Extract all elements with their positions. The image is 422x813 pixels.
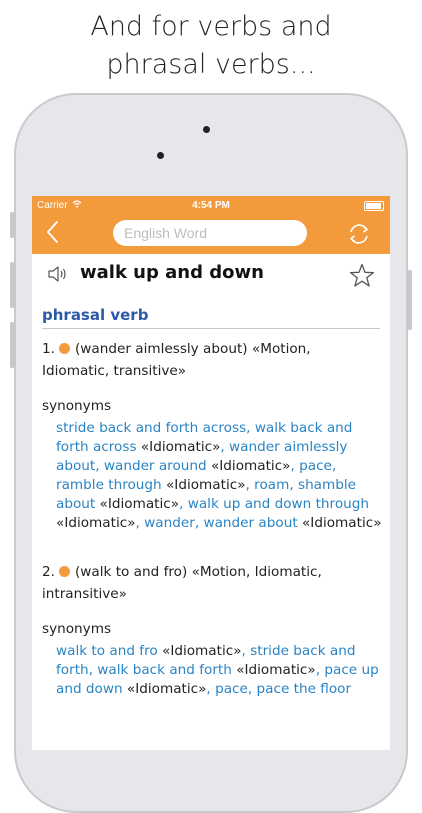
synonym-link[interactable]: , stride back and forth <box>56 643 356 678</box>
phone-camera <box>157 152 164 159</box>
usage-tag: «Idiomatic» <box>161 477 246 493</box>
synonym-link[interactable]: , roam <box>245 477 290 493</box>
usage-tag: «Idiomatic» <box>157 643 242 659</box>
phone-power-button <box>407 270 412 330</box>
usage-tag: «Idiomatic» <box>95 496 180 512</box>
headline-line-1: And for verbs and <box>90 11 332 42</box>
headline <box>0 8 422 84</box>
sense-number: 1. <box>42 341 55 357</box>
usage-tag: «Idiomatic» <box>297 515 382 531</box>
synonym-link[interactable]: , pace the floor <box>247 681 352 697</box>
sense-2-synonyms <box>56 642 386 699</box>
speaker-icon <box>46 264 68 284</box>
sense-marker-dot <box>59 566 70 577</box>
sense-number: 2. <box>42 564 55 580</box>
status-bar <box>32 198 390 214</box>
synonym-link[interactable]: , walk up and down through <box>179 496 370 512</box>
phone-speaker <box>203 126 210 133</box>
usage-tag: «Idiomatic» <box>56 515 136 531</box>
sense-1-definition <box>42 338 380 382</box>
synonym-link[interactable]: , ramble through <box>56 458 337 493</box>
sense-1-synonyms <box>56 419 386 533</box>
sense-definition: (walk to and fro) «Motion, Idiomatic, intransitive» <box>42 564 322 602</box>
entry-word: walk up and down <box>80 262 264 283</box>
sense-marker-dot <box>59 343 70 354</box>
synonym-link[interactable]: , wander about <box>194 515 298 531</box>
synonym-link[interactable]: , pace up and down <box>56 662 379 697</box>
usage-tag: «Idiomatic» <box>122 681 207 697</box>
refresh-icon <box>346 221 372 247</box>
synonym-link[interactable]: walk back and forth across <box>56 420 353 455</box>
app-screen <box>32 196 390 750</box>
synonym-link[interactable]: walk to and fro <box>56 643 158 659</box>
phone-volume-up <box>10 262 15 308</box>
sense-definition: (wander aimlessly about) «Motion, Idiomatic, transitive» <box>42 341 311 379</box>
synonym-link[interactable]: , shamble about <box>56 477 357 512</box>
synonyms-label: synonyms <box>42 621 112 637</box>
carrier-name: Carrier <box>37 200 68 211</box>
phone-mute-switch <box>10 212 15 238</box>
synonym-link[interactable]: , <box>246 420 255 436</box>
synonym-link[interactable]: , pace <box>206 681 248 697</box>
part-of-speech-heading: phrasal verb <box>42 306 380 329</box>
sense-2-definition <box>42 561 380 605</box>
synonym-link[interactable]: stride back and forth across <box>56 420 247 436</box>
headline-line-2: phrasal verbs... <box>106 49 316 80</box>
status-time: 4:54 PM <box>192 200 230 211</box>
synonym-link[interactable]: , pace <box>290 458 332 474</box>
favorite-button[interactable] <box>349 263 375 287</box>
synonym-link[interactable]: , walk back and forth <box>88 662 232 678</box>
battery-icon <box>364 201 384 211</box>
synonym-link[interactable]: , wander aimlessly about <box>56 439 348 474</box>
nav-bar <box>32 196 390 254</box>
synonym-link[interactable]: , wander <box>135 515 195 531</box>
back-button[interactable] <box>44 220 64 244</box>
synonyms-label: synonyms <box>42 398 112 414</box>
usage-tag: «Idiomatic» <box>231 662 316 678</box>
usage-tag: «Idiomatic» <box>206 458 291 474</box>
phone-volume-down <box>10 322 15 368</box>
refresh-button[interactable] <box>346 221 372 247</box>
pronounce-button[interactable] <box>46 264 68 284</box>
synonym-link[interactable]: , wander around <box>95 458 207 474</box>
star-icon <box>349 263 375 287</box>
search-input[interactable] <box>113 220 307 246</box>
usage-tag: «Idiomatic» <box>136 439 221 455</box>
chevron-left-icon <box>44 220 64 244</box>
